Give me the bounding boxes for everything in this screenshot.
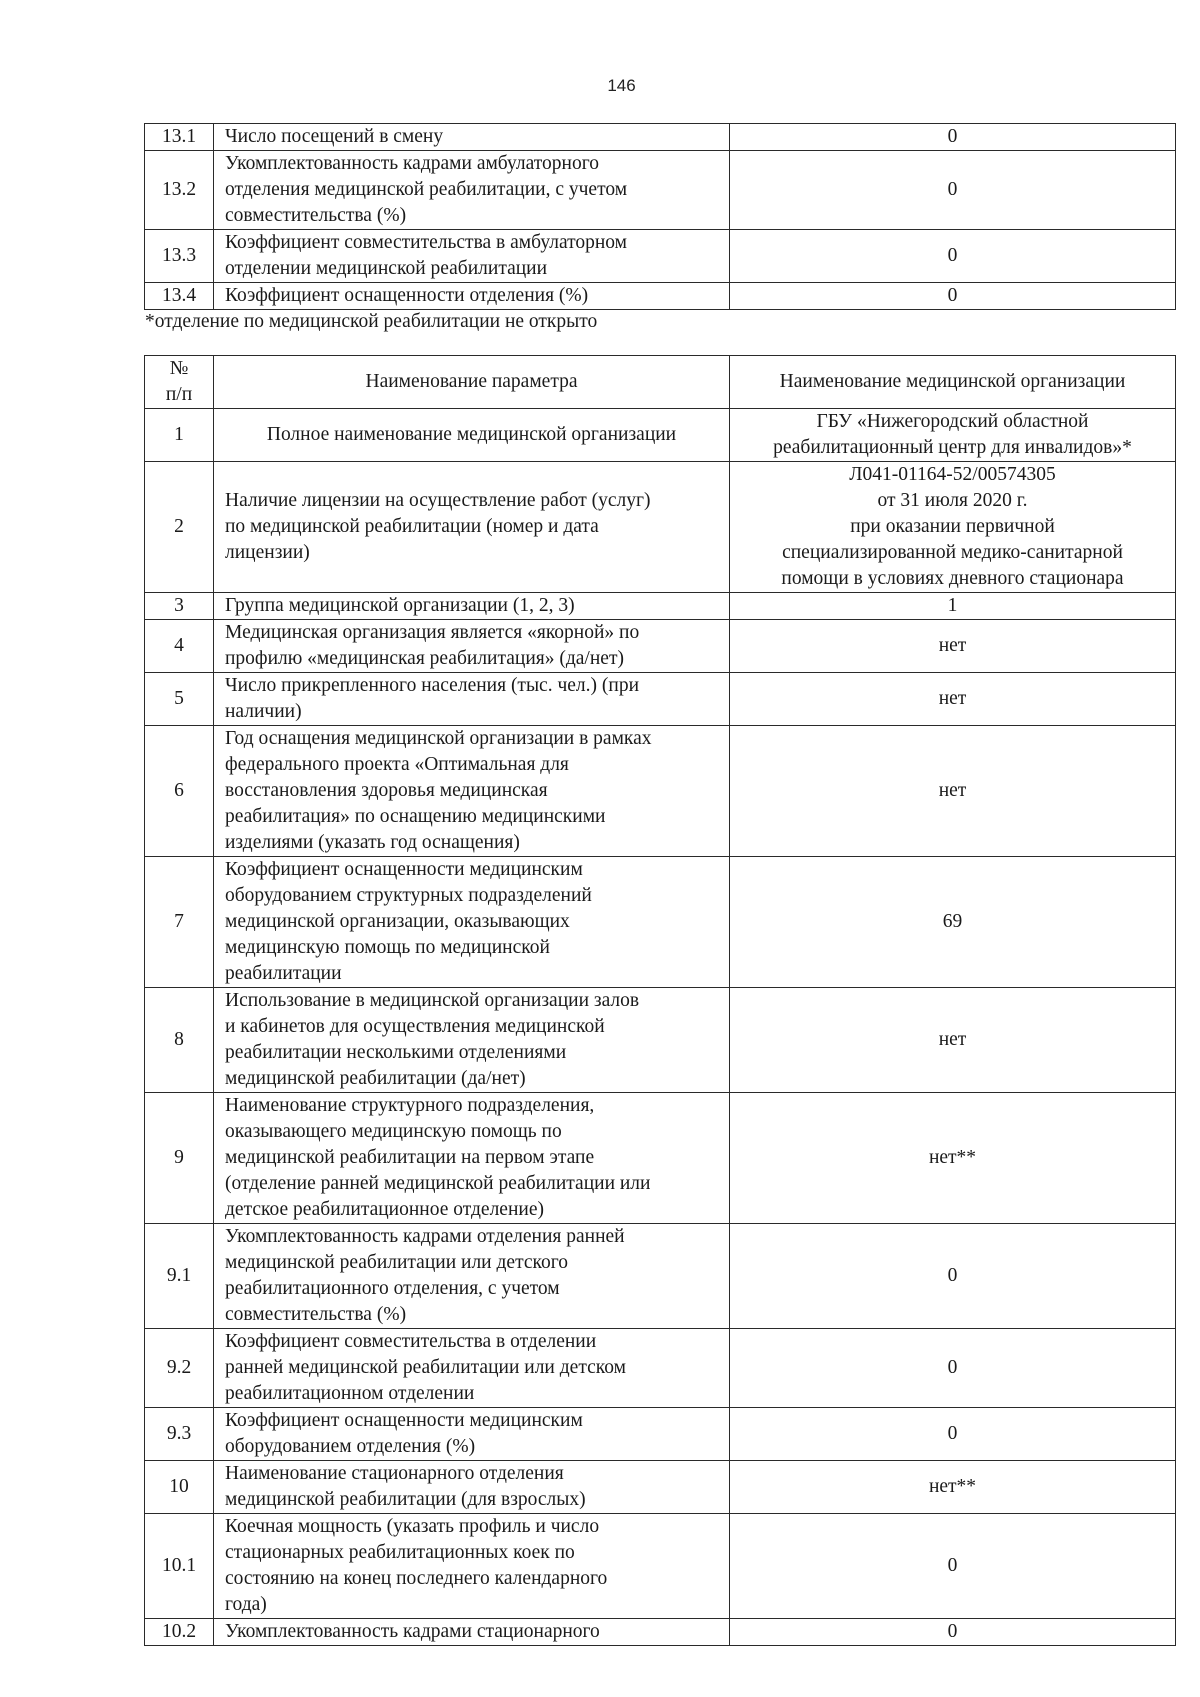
table-row	[145, 1461, 1176, 1514]
value-cell: 0	[730, 1329, 1176, 1408]
row-number: 3	[145, 593, 214, 620]
row-number: 10.1	[145, 1514, 214, 1619]
value-cell: ГБУ «Нижегородский областной реабилитационный центр для инвалидов»*	[730, 409, 1176, 462]
row-number: 13.3	[145, 230, 214, 283]
parameter-cell: Использование в медицинской организации залов и кабинетов для осуществления медицинской реабилитации несколькими отделениями медицинской реабилитации (да/нет)	[214, 988, 730, 1093]
table-row	[145, 1093, 1176, 1224]
continuation-table	[144, 123, 1176, 310]
value-cell: 69	[730, 857, 1176, 988]
table-row	[145, 1514, 1176, 1619]
parameter-cell: Укомплектованность кадрами амбулаторного отделения медицинской реабилитации, с учетом совместительства (%)	[214, 151, 730, 230]
parameter-cell: Коэффициент совместительства в амбулаторном отделении медицинской реабилитации	[214, 230, 730, 283]
value-cell: 0	[730, 1224, 1176, 1329]
row-number: 9.1	[145, 1224, 214, 1329]
parameter-cell: Год оснащения медицинской организации в рамках федерального проекта «Оптимальная для восстановления здоровья медицинская реабилитация» по оснащению медицинскими изделиями (указать год оснащения)	[214, 726, 730, 857]
table-row	[145, 1224, 1176, 1329]
parameter-cell: Коэффициент оснащенности медицинским оборудованием отделения (%)	[214, 1408, 730, 1461]
parameter-cell: Число посещений в смену	[214, 124, 730, 151]
value-cell: нет	[730, 726, 1176, 857]
table-row	[145, 283, 1176, 310]
table-row	[145, 1329, 1176, 1408]
value-cell: нет**	[730, 1093, 1176, 1224]
table-row	[145, 857, 1176, 988]
value-cell: Л041-01164-52/00574305 от 31 июля 2020 г. при оказании первичной специализированной медико-санитарной помощи в условиях дневного стационара	[730, 462, 1176, 593]
parameter-cell: Число прикрепленного населения (тыс. чел.) (при наличии)	[214, 673, 730, 726]
row-number: 4	[145, 620, 214, 673]
parameter-cell: Наименование стационарного отделения медицинской реабилитации (для взрослых)	[214, 1461, 730, 1514]
value-cell: 0	[730, 230, 1176, 283]
parameter-cell: Коэффициент оснащенности отделения (%)	[214, 283, 730, 310]
table-row	[145, 1619, 1176, 1646]
row-number: 1	[145, 409, 214, 462]
row-number: 9.3	[145, 1408, 214, 1461]
row-number: 8	[145, 988, 214, 1093]
table-row	[145, 988, 1176, 1093]
row-number: 13.1	[145, 124, 214, 151]
parameters-table	[144, 355, 1176, 1646]
value-cell: 0	[730, 1619, 1176, 1646]
table-header-row	[145, 356, 1176, 409]
value-cell: нет**	[730, 1461, 1176, 1514]
parameter-cell: Укомплектованность кадрами стационарного	[214, 1619, 730, 1646]
row-number: 13.2	[145, 151, 214, 230]
parameter-cell: Коечная мощность (указать профиль и число стационарных реабилитационных коек по состоянию на конец последнего календарного года)	[214, 1514, 730, 1619]
table-row	[145, 673, 1176, 726]
row-number: 10.2	[145, 1619, 214, 1646]
parameter-cell: Коэффициент оснащенности медицинским оборудованием структурных подразделений медицинской организации, оказывающих медицинскую помощь по медицинской реабилитации	[214, 857, 730, 988]
row-number: 10	[145, 1461, 214, 1514]
header-parameter: Наименование параметра	[214, 356, 730, 409]
table-row	[145, 124, 1176, 151]
table-row	[145, 593, 1176, 620]
value-cell: 0	[730, 1408, 1176, 1461]
row-number: 2	[145, 462, 214, 593]
value-cell: 0	[730, 1514, 1176, 1619]
header-number: № п/п	[145, 356, 214, 409]
parameter-cell: Коэффициент совместительства в отделении ранней медицинской реабилитации или детском реабилитационном отделении	[214, 1329, 730, 1408]
value-cell: 0	[730, 151, 1176, 230]
row-number: 6	[145, 726, 214, 857]
value-cell: нет	[730, 988, 1176, 1093]
value-cell: нет	[730, 673, 1176, 726]
table-row	[145, 726, 1176, 857]
parameter-cell: Наименование структурного подразделения, оказывающего медицинскую помощь по медицинской реабилитации на первом этапе (отделение ранней медицинской реабилитации или детское реабилитационное отделение)	[214, 1093, 730, 1224]
table-row	[145, 620, 1176, 673]
value-cell: нет	[730, 620, 1176, 673]
value-cell: 0	[730, 283, 1176, 310]
parameter-cell: Наличие лицензии на осуществление работ (услуг) по медицинской реабилитации (номер и дата лицензии)	[214, 462, 730, 593]
parameter-cell: Медицинская организация является «якорной» по профилю «медицинская реабилитация» (да/нет)	[214, 620, 730, 673]
parameter-cell: Группа медицинской организации (1, 2, 3)	[214, 593, 730, 620]
row-number: 9.2	[145, 1329, 214, 1408]
row-number: 7	[145, 857, 214, 988]
parameter-cell: Укомплектованность кадрами отделения ранней медицинской реабилитации или детского реабилитационного отделения, с учетом совместительства (%)	[214, 1224, 730, 1329]
table-row	[145, 230, 1176, 283]
row-number: 5	[145, 673, 214, 726]
table-row	[145, 409, 1176, 462]
parameter-cell: Полное наименование медицинской организации	[214, 409, 730, 462]
table-row	[145, 462, 1176, 593]
page-number: 146	[607, 76, 636, 95]
row-number: 13.4	[145, 283, 214, 310]
value-cell: 0	[730, 124, 1176, 151]
table-row	[145, 151, 1176, 230]
table-row	[145, 1408, 1176, 1461]
row-number: 9	[145, 1093, 214, 1224]
header-organization: Наименование медицинской организации	[730, 356, 1176, 409]
value-cell: 1	[730, 593, 1176, 620]
footnote: *отделение по медицинской реабилитации не открыто	[145, 311, 598, 332]
